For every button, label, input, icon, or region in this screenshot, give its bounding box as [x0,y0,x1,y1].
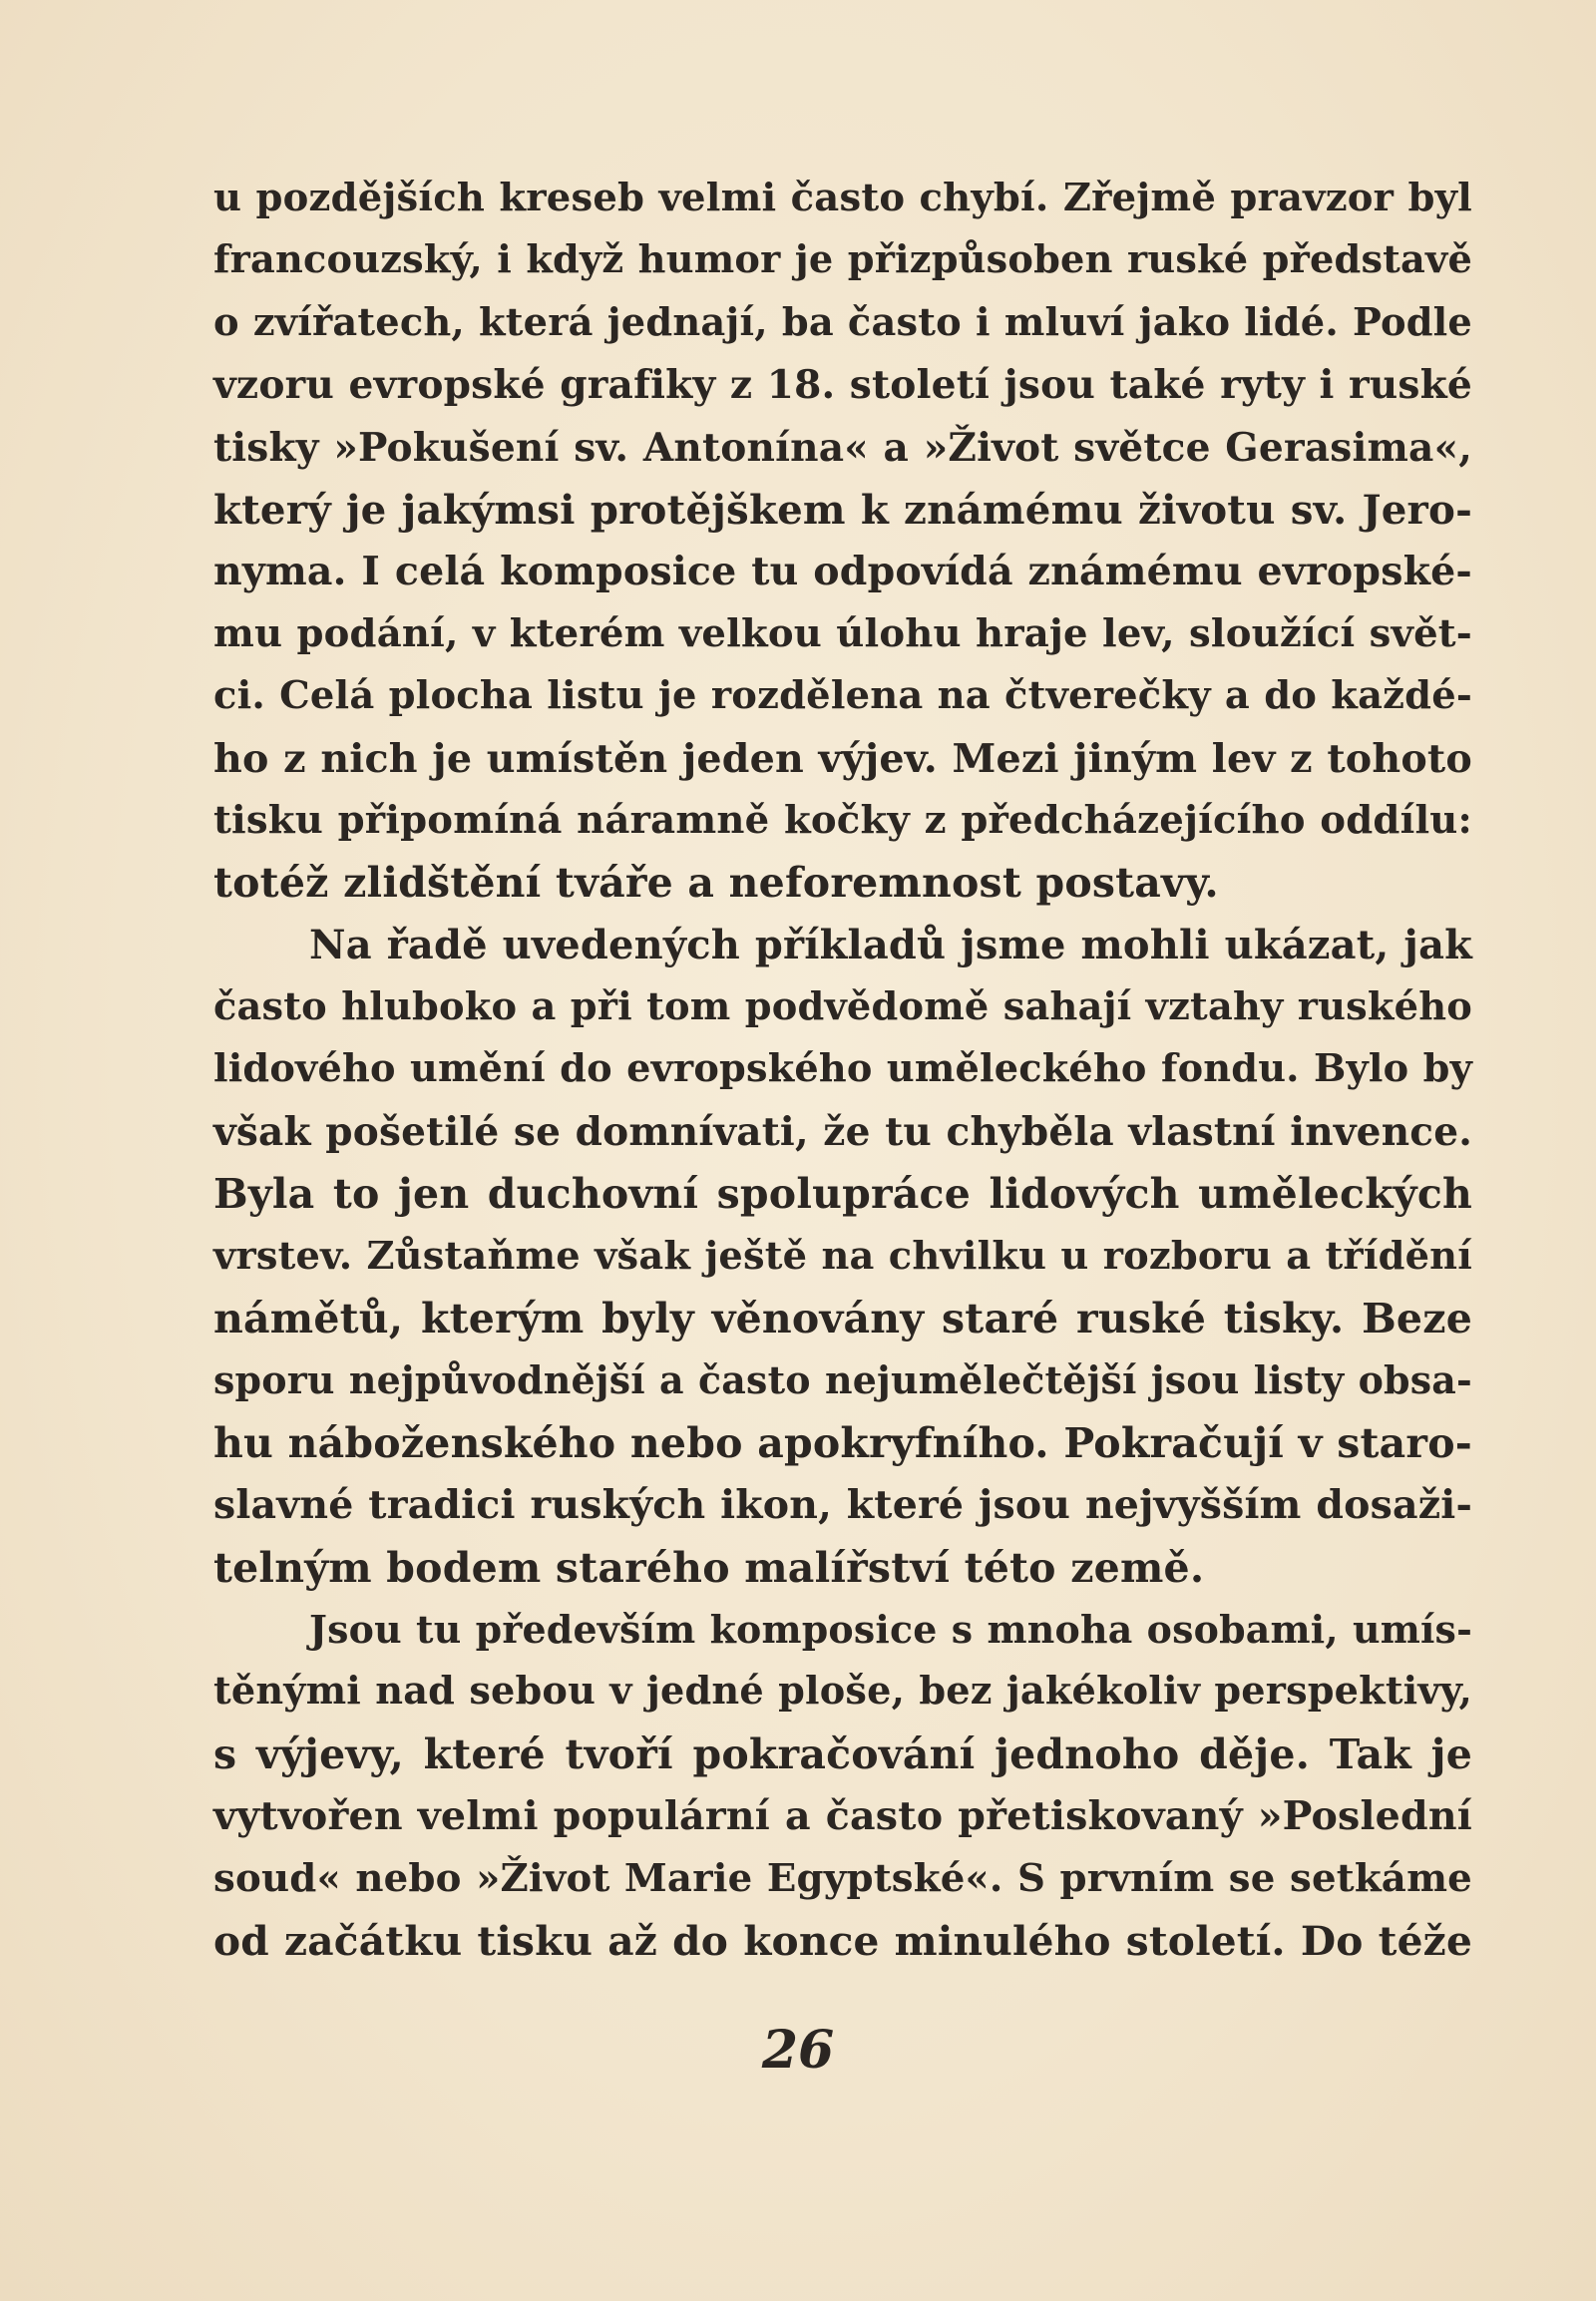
text-line: tisky »Pokušení sv. Antonína« a »Život světce Gerasima«, [213,424,1472,471]
text-line: Na řadě uvedených příkladů jsme mohli ukázat, jak [309,922,1472,968]
text-line: od začátku tisku až do konce minulého století. Do téže [213,1916,1472,1965]
text-line: s výjevy, které tvoří pokračování jednoho děje. Tak je [213,1729,1472,1778]
text-line: u pozdějších kreseb velmi často chybí. Zřejmě pravzor byl [213,176,1472,220]
text-line: totéž zlidštění tváře a neforemnost postavy. [213,859,1219,908]
text-line: těnými nad sebou v jedné ploše, bez jakékoliv perspektivy, [213,1669,1472,1715]
text-line: vzoru evropské grafiky z 18. století jsou také ryty i ruské [213,362,1472,409]
text-line: Byla to jen duchovní spolupráce lidových uměleckých [213,1170,1472,1219]
text-line: tisku připomíná náramně kočky z předcházejícího oddílu: [213,797,1472,843]
text-line: ci. Celá plocha listu je rozdělena na čtverečky a do každé- [213,673,1472,719]
text-line: často hluboko a při tom podvědomě sahají vztahy ruského [213,984,1472,1030]
text-line: který je jakýmsi protějškem k známému životu sv. Jero- [213,485,1472,534]
text-line: vytvořen velmi populární a často přetiskovaný »Poslední [213,1793,1472,1840]
body-text [213,168,1472,1972]
text-line: o zvířatech, která jednají, ba často i mluví jako lidé. Podle [213,299,1472,345]
text-line: mu podání, v kterém velkou úlohu hraje lev, sloužící svět- [213,610,1472,656]
text-line: ho z nich je umístěn jeden výjev. Mezi jiným lev z tohoto [213,735,1472,782]
text-line: Jsou tu především komposice s mnoha osobami, umís- [309,1606,1472,1652]
page-number: 26 [761,2020,835,2081]
text-line: lidového umění do evropského uměleckého fondu. Bylo by [213,1046,1472,1092]
text-line: námětů, kterým byly věnovány staré ruské tisky. Beze [213,1295,1472,1343]
text-line: však pošetilé se domnívati, že tu chyběla vlastní invence. [213,1108,1472,1155]
text-line: francouzský, i když humor je přizpůsoben ruské představě [213,237,1472,283]
text-line: vrstev. Zůstaňme však ještě na chvilku u rozboru a třídění [213,1233,1472,1279]
text-line: slavné tradici ruských ikon, které jsou nejvyšším dosaži- [213,1482,1472,1529]
text-line: nyma. I celá komposice tu odpovídá známému evropské- [213,549,1472,595]
text-line: sporu nejpůvodnější a často nejumělečtější jsou listy obsa- [213,1357,1472,1403]
text-line: soud« nebo »Život Marie Egyptské«. S prvním se setkáme [213,1855,1472,1901]
text-line: telným bodem starého malířství této země. [213,1543,1205,1592]
text-line: hu náboženského nebo apokryfního. Pokračují v staro- [213,1418,1472,1467]
